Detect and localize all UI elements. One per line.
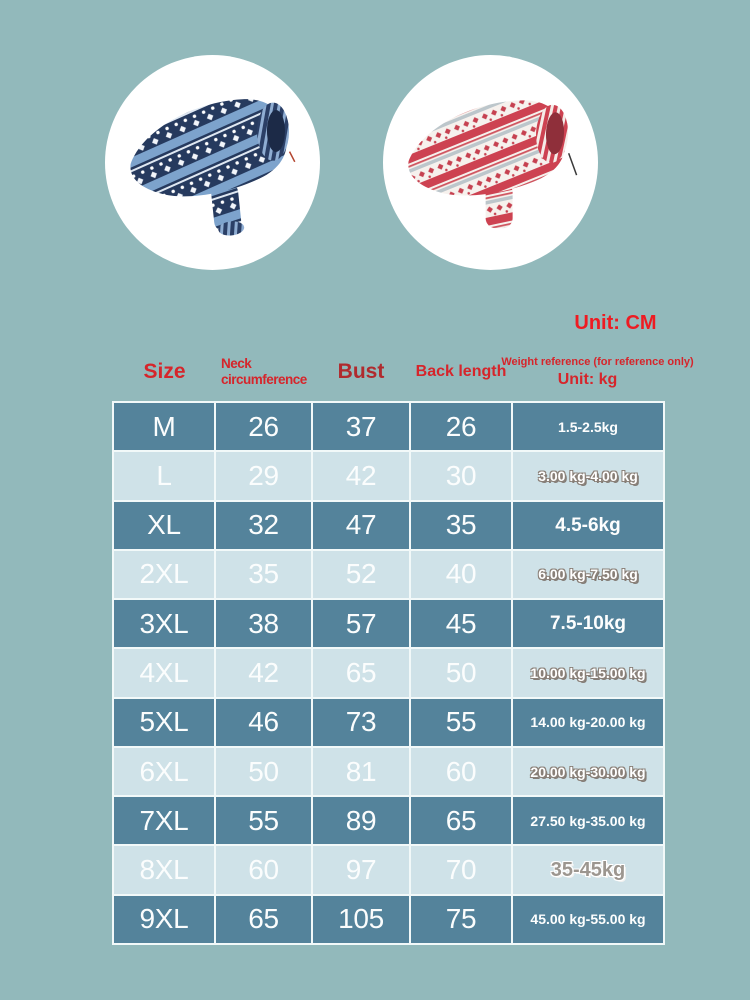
table-cell-bust: 47: [313, 502, 409, 549]
table-cell-neck: 42: [216, 649, 311, 696]
table-cell-weight: [513, 452, 663, 499]
table-header-row: [114, 346, 694, 398]
table-cell-size: 9XL: [114, 896, 214, 943]
table-cell-bust: 81: [313, 748, 409, 795]
header-weight-reference: [501, 346, 694, 398]
product-photo-navy: [105, 55, 320, 270]
table-cell-bust: 89: [313, 797, 409, 844]
table-cell-size: 5XL: [114, 699, 214, 746]
weight-value: 6.00 kg-7.50 kg: [538, 566, 638, 583]
weight-value: 4.5-6kg: [555, 514, 621, 536]
weight-value: 27.50 kg-35.00 kg: [530, 812, 646, 829]
table-cell-weight: [513, 502, 663, 549]
table-cell-back: 65: [411, 797, 511, 844]
weight-value: 1.5-2.5kg: [558, 418, 618, 435]
table-cell-weight: [513, 649, 663, 696]
table-cell-neck: 65: [216, 896, 311, 943]
table-cell-bust: 42: [313, 452, 409, 499]
table-cell-bust: 57: [313, 600, 409, 647]
table-cell-size: 7XL: [114, 797, 214, 844]
table-cell-size: 4XL: [114, 649, 214, 696]
table-cell-back: 40: [411, 551, 511, 598]
table-cell-size: XL: [114, 502, 214, 549]
table-cell-neck: 26: [216, 403, 311, 450]
table-cell-back: 35: [411, 502, 511, 549]
table-cell-weight: [513, 699, 663, 746]
table-cell-back: 75: [411, 896, 511, 943]
table-cell-neck: 38: [216, 600, 311, 647]
size-table: [112, 401, 665, 945]
weight-value: 3.00 kg-4.00 kg: [538, 467, 638, 484]
weight-value: 20.00 kg-30.00 kg: [530, 763, 646, 780]
table-cell-neck: 46: [216, 699, 311, 746]
table-cell-size: L: [114, 452, 214, 499]
weight-value: 45.00 kg-55.00 kg: [530, 911, 646, 928]
table-cell-back: 70: [411, 846, 511, 893]
product-photo-red: [383, 55, 598, 270]
header-bust: Bust: [337, 360, 385, 383]
table-cell-weight: [513, 551, 663, 598]
table-cell-back: 26: [411, 403, 511, 450]
table-cell-weight: [513, 403, 663, 450]
header-size: Size: [143, 360, 186, 383]
weight-value: 35-45kg: [550, 859, 626, 882]
table-cell-weight: [513, 600, 663, 647]
weight-value: 7.5-10kg: [549, 613, 627, 635]
table-cell-size: 3XL: [114, 600, 214, 647]
header-weight-reference-note: Weight reference (for reference only): [501, 355, 694, 368]
table-cell-neck: 50: [216, 748, 311, 795]
header-weight-unit: Unit: kg: [557, 370, 618, 388]
weight-value: 10.00 kg-15.00 kg: [530, 664, 646, 681]
table-cell-bust: 37: [313, 403, 409, 450]
table-cell-bust: 97: [313, 846, 409, 893]
table-cell-size: 8XL: [114, 846, 214, 893]
table-cell-weight: [513, 748, 663, 795]
table-cell-back: 55: [411, 699, 511, 746]
table-cell-neck: 60: [216, 846, 311, 893]
table-cell-neck: 29: [216, 452, 311, 499]
table-cell-size: 2XL: [114, 551, 214, 598]
table-cell-bust: 65: [313, 649, 409, 696]
table-cell-size: 6XL: [114, 748, 214, 795]
table-cell-back: 45: [411, 600, 511, 647]
navy-sweater-image: [105, 55, 320, 270]
table-cell-size: M: [114, 403, 214, 450]
table-cell-bust: 73: [313, 699, 409, 746]
unit-cm-label: Unit: CM: [574, 312, 657, 334]
header-back-length: Back length: [415, 363, 507, 380]
header-neck-circumference: Neck circumference: [221, 356, 307, 387]
table-cell-weight: [513, 896, 663, 943]
table-cell-bust: 105: [313, 896, 409, 943]
table-cell-weight: [513, 846, 663, 893]
table-cell-bust: 52: [313, 551, 409, 598]
table-cell-back: 30: [411, 452, 511, 499]
table-cell-neck: 55: [216, 797, 311, 844]
table-cell-weight: [513, 797, 663, 844]
table-cell-neck: 32: [216, 502, 311, 549]
weight-value: 14.00 kg-20.00 kg: [530, 714, 646, 731]
table-cell-back: 60: [411, 748, 511, 795]
red-sweater-image: [383, 55, 598, 270]
table-cell-neck: 35: [216, 551, 311, 598]
table-cell-back: 50: [411, 649, 511, 696]
